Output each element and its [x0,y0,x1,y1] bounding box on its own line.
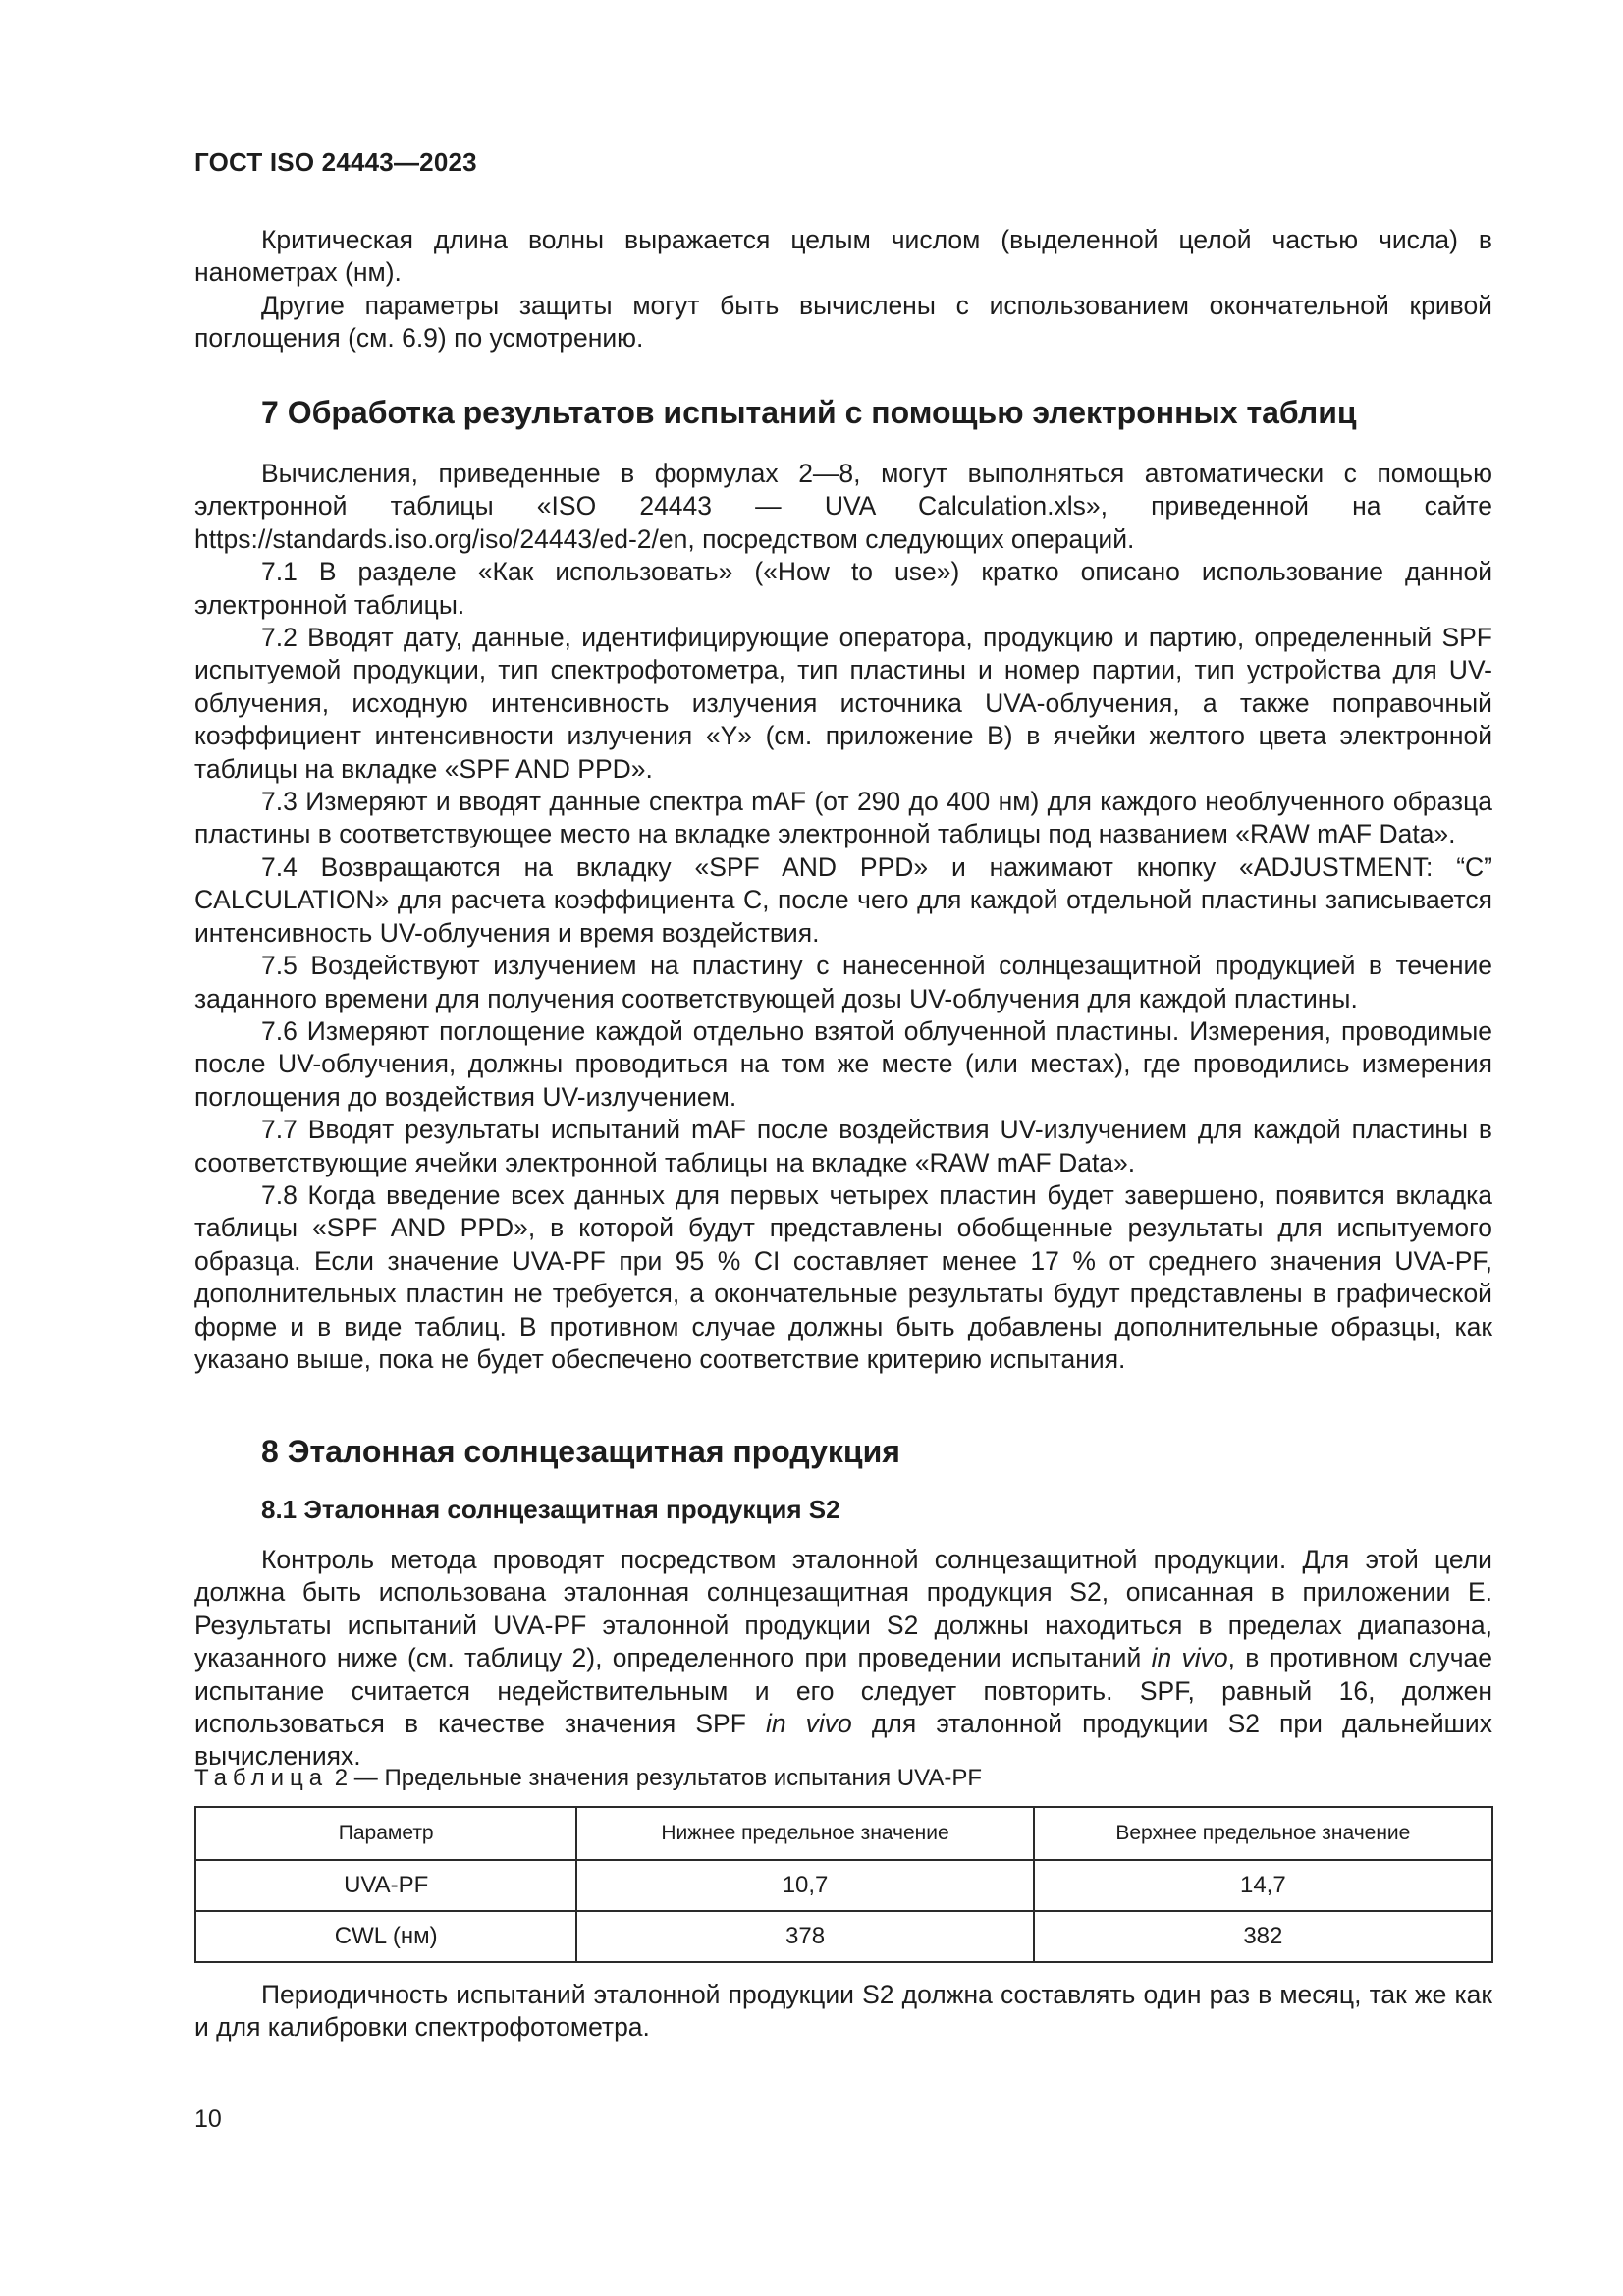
table-cell: 378 [576,1911,1033,1962]
paragraph: Вычисления, приведенные в формулах 2—8, могут выполняться автоматически с помощью электронной таблицы «ISO 24443 — UVA Calculation.xls», приведенной на сайте https://standards.iso.org/iso/24443/ed-2/en, посредством следующих операций. [194,459,1492,554]
paragraph: Критическая длина волны выражается целым числом (выделенной целой частью числа) в нанометрах (нм). [194,225,1492,288]
page-number: 10 [194,2105,222,2133]
table-cell: 382 [1034,1911,1492,1962]
paragraph: 7.1 В разделе «Как использовать» («How to use») кратко описано использование данной электронной таблицы. [194,557,1492,620]
limits-table [194,1806,1493,1963]
paragraph: Контроль метода проводят посредством эталонной солнцезащитной продукции. Для этой цели должна быть использована эталонная солнцезащитная продукция S2, описанная в приложении Е. Результаты испытаний UVA-PF эталонной продукции S2 должны находиться в пределах диапазона, указанного ниже (см. таблицу 2), определенного при проведении испытаний in vivo, в противном случае испытание считается недействительным и его следует повторить. SPF, равный 16, должен использоваться в качестве значения SPF in vivo для эталонной продукции S2 при дальнейших вычислениях. [194,1545,1492,1772]
document-header: ГОСТ ISO 24443—2023 [194,147,477,177]
table-header-cell: Верхнее предельное значение [1034,1807,1492,1860]
paragraph: 7.4 Возвращаются на вкладку «SPF AND PPD» и нажимают кнопку «ADJUSTMENT: “C” CALCULATION» для расчета коэффициента С, после чего для каждой отдельной пластины записывается интенсивность UV-облучения и время воздействия. [194,851,1492,948]
table-header-row [195,1807,1492,1860]
table-cell: UVA-PF [195,1860,576,1911]
section-7 [194,393,1492,1376]
subsection-heading: 8.1 Эталонная солнцезащитная продукция S2 [261,1495,840,1524]
table-row [195,1860,1492,1911]
table-header-cell: Нижнее предельное значение [576,1807,1033,1860]
paragraph: 7.7 Вводят результаты испытаний mAF после воздействия UV-излучением для каждой пластины в соответствующие ячейки электронной таблицы на вкладке «RAW mAF Data». [194,1115,1492,1177]
paragraph: 7.2 Вводят дату, данные, идентифицирующие оператора, продукцию и партию, определенный SPF испытуемой продукции, тип спектрофотометра, тип пластины и номер партии, тип устройства для UV-облучения, исходную интенсивность излучения источника UVA-облучения, а также поправочный коэффициент интенсивности излучения «Y» (см. приложение В) в ячейки желтого цвета электронной таблицы на вкладке «SPF AND PPD». [194,623,1492,784]
intro-block [194,224,1492,355]
paragraph: Другие параметры защиты могут быть вычислены с использованием окончательной кривой поглощения (см. 6.9) по усмотрению. [194,290,1492,354]
table-row [195,1911,1492,1962]
paragraph: 7.3 Измеряют и вводят данные спектра mAF (от 290 до 400 нм) для каждого необлученного образца пластины в соответствующее место на вкладке электронной таблицы под названием «RAW mAF Data». [194,787,1492,849]
paragraph: 7.5 Воздействуют излучением на пластину с нанесенной солнцезащитной продукцией в течение заданного времени для получения соответствующей дозы UV-облучения для каждой пластины. [194,951,1492,1013]
table-cell: 14,7 [1034,1860,1492,1911]
paragraph: 7.6 Измеряют поглощение каждой отдельно взятой облученной пластины. Измерения, проводимые после UV-облучения, должны проводиться на том же месте (или местах), где проводились измерения поглощения до воздействия UV-излучением. [194,1015,1492,1112]
paragraph: 7.8 Когда введение всех данных для первых четырех пластин будет завершено, появится вкладка таблицы «SPF AND PPD», в которой будут представлены обобщенные результаты для испытуемого образца. Если значение UVA-PF при 95 % CI составляет менее 17 % от среднего значения UVA-PF, дополнительных пластин не требуется, а окончательные результаты будут представлены в графической форме и в виде таблиц. В противном случае должны быть добавлены дополнительные образцы, как указано выше, пока не будет обеспечено соответствие критерию испытания. [194,1179,1492,1374]
table-header-cell: Параметр [195,1807,576,1860]
section-heading: 8 Эталонная солнцезащитная продукция [261,1434,900,1469]
table-cell: CWL (нм) [195,1911,576,1962]
table-cell: 10,7 [576,1860,1033,1911]
closing-block [194,1979,1492,2045]
section-8 [194,1432,1492,1774]
paragraph: Периодичность испытаний эталонной продукции S2 должна составлять один раз в месяц, так же как и для калибровки спектрофотометра. [194,1980,1492,2043]
section-heading: 7 Обработка результатов испытаний с помощью электронных таблиц [261,395,1357,430]
table-caption: Таблица 2 — Предельные значения результатов испытания UVA-PF [194,1765,983,1791]
